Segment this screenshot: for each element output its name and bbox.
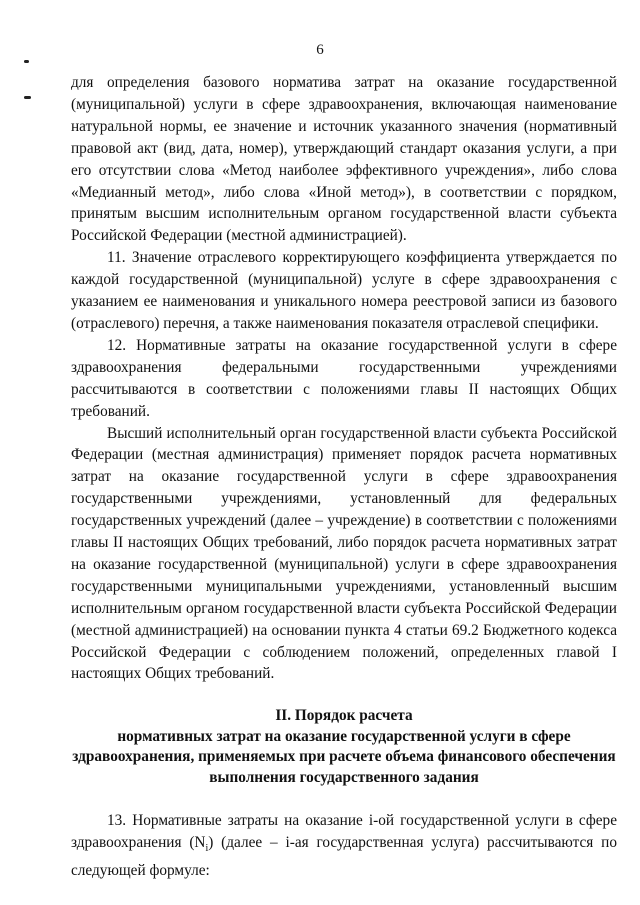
formula-subscript: i xyxy=(205,843,209,855)
scan-mark xyxy=(24,60,29,63)
paragraph-11: 11. Значение отраслевого корректирующего коэффициента утверждается по каждой государственной (муниципальной) услуге в сфере здравоохранения с указанием ее наименования и уникального номера реестровой записи из базового (отраслевого) перечня, а также наименования показателя отраслевой специфики. xyxy=(71,249,617,332)
paragraph-regional-authority: Высший исполнительный орган государственной власти субъекта Российской Федерации (местная администрация) применяет порядок расчета нормативных затрат на оказание государственной услуги в сфере здравоохранения государственными учреждениями, установленный для федеральных государственных учреждений (далее – учреждение) в соответствии с положениями главы II настоящих Общих требований, либо порядок расчета нормативных затрат на оказание государственной (муниципальной) услуги в сфере здравоохранения государственными муниципальными учреждениями, установленный высшим исполнительным органом государственной власти субъекта Российской Федерации (местной администрацией) на основании пункта 4 статьи 69.2 Бюджетного кодекса Российской Федерации с соблюдением положений, определенных главой I настоящих Общих требований. xyxy=(71,424,617,683)
document-content xyxy=(71,72,617,882)
section-subtitle-line: здравоохранения, применяемых при расчете объема финансового обеспечения xyxy=(72,748,616,766)
section-heading xyxy=(71,706,617,788)
scan-mark xyxy=(24,96,31,99)
paragraph-12: 12. Нормативные затраты на оказание государственной услуги в сфере здравоохранения федеральными государственными учреждениями рассчитываются в соответствии с положениями главы II настоящих Общих требований. xyxy=(71,336,617,420)
page-number: 6 xyxy=(316,42,324,58)
section-subtitle-line: нормативных затрат на оказание государственной услуги в сфере xyxy=(117,727,571,745)
paragraph-continued: для определения базового норматива затрат на оказание государственной (муниципальной) услуги в сфере здравоохранения, включающая наименование натуральной нормы, ее значение и источник указанного значения (нормативный правовой акт (вид, дата, номер), утверждающий стандарт оказания услуги, а при его отсутствии слова «Метод наиболее эффективного учреждения», либо слова «Медианный метод», либо слова «Иной метод»), в соответствии с порядком, принятым высшим исполнительным органом государственной власти субъекта Российской Федерации (местной администрацией). xyxy=(71,74,617,245)
section-title: II. Порядок расчета xyxy=(275,707,413,725)
paragraph-13-suffix: ) (далее – i-ая государственная услуга) рассчитываются по следующей формуле: xyxy=(71,834,617,880)
paragraph-13-prefix: 13. Нормативные затраты на оказание i-ой государственной услуги в сфере здравоохранения (N xyxy=(71,812,617,852)
section-subtitle-line: выполнения государственного задания xyxy=(209,768,479,786)
paragraph-13 xyxy=(71,810,617,882)
